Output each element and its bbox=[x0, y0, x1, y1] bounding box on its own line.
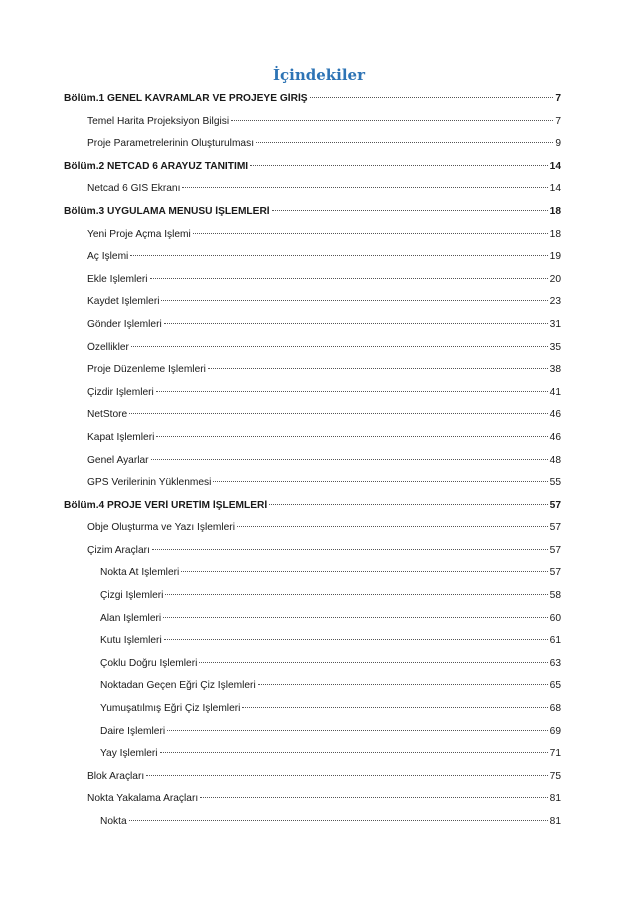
toc-section-entry[interactable] bbox=[64, 703, 561, 726]
toc-page-number: 57 bbox=[549, 544, 561, 556]
toc-entry-text: Nokta At İşlemleri bbox=[100, 567, 180, 579]
toc-entry-text: NetStore bbox=[87, 409, 128, 421]
toc-page-number: 65 bbox=[549, 680, 561, 692]
toc-entry-text: Özellikler bbox=[87, 341, 129, 353]
toc-title: İçindekiler bbox=[272, 66, 366, 84]
toc-entry-text: Çizdir İşlemleri bbox=[87, 386, 154, 398]
toc-section-entry[interactable] bbox=[64, 567, 561, 590]
toc-entry-text: Blok Araçları bbox=[87, 770, 145, 782]
toc-dot-leader bbox=[163, 617, 548, 618]
toc-page-number: 31 bbox=[549, 318, 561, 330]
toc-entry-text: Yay İşlemleri bbox=[100, 748, 158, 760]
toc-page-number: 38 bbox=[549, 364, 561, 376]
toc-section-entry[interactable] bbox=[64, 342, 561, 365]
toc-dot-leader bbox=[152, 549, 548, 550]
toc-entry-text: Temel Harita Projeksiyon Bilgisi bbox=[87, 115, 230, 127]
toc-entry-text: Aç İşlemi bbox=[87, 251, 129, 263]
toc-section-entry[interactable] bbox=[64, 771, 561, 794]
toc-entry-text: Bölüm.3 UYGULAMA MENÜSÜ İŞLEMLERİ bbox=[64, 205, 270, 217]
toc-dot-leader bbox=[272, 210, 548, 211]
toc-dot-leader bbox=[151, 459, 548, 460]
toc-page-number: 9 bbox=[555, 138, 561, 150]
toc-dot-leader bbox=[131, 346, 548, 347]
toc-section-entry[interactable] bbox=[64, 477, 561, 500]
toc-entry-text: Bölüm.1 GENEL KAVRAMLAR VE PROJEYE GİRİŞ bbox=[64, 93, 308, 104]
toc-section-entry[interactable] bbox=[64, 455, 561, 478]
toc-entry-text: Proje Parametrelerinin Oluşturulması bbox=[87, 138, 255, 150]
toc-dot-leader bbox=[181, 571, 547, 572]
toc-entry-text: GPS Verilerinin Yüklenmesi bbox=[87, 477, 212, 489]
toc-page-number: 55 bbox=[549, 477, 561, 489]
toc-section-entry[interactable] bbox=[64, 319, 561, 342]
toc-chapter-entry[interactable] bbox=[64, 161, 561, 184]
toc-dot-leader bbox=[165, 594, 547, 595]
toc-page-number: 19 bbox=[549, 251, 561, 263]
toc-section-entry[interactable] bbox=[64, 748, 561, 771]
toc-page-number: 20 bbox=[549, 273, 561, 285]
toc-section-entry[interactable] bbox=[64, 613, 561, 636]
toc-dot-leader bbox=[156, 391, 548, 392]
toc-section-entry[interactable] bbox=[64, 793, 561, 816]
toc-page-number: 18 bbox=[549, 228, 561, 240]
toc-entry-text: Alan İşlemleri bbox=[100, 612, 162, 624]
toc-dot-leader bbox=[150, 278, 548, 279]
toc-dot-leader bbox=[193, 233, 548, 234]
toc-section-entry[interactable] bbox=[64, 183, 561, 206]
toc-page-number: 68 bbox=[549, 703, 561, 715]
toc-section-entry[interactable] bbox=[64, 409, 561, 432]
toc-dot-leader bbox=[160, 752, 548, 753]
toc-section-entry[interactable] bbox=[64, 251, 561, 274]
toc-dot-leader bbox=[129, 820, 548, 821]
toc-entry-text: Çizim Araçları bbox=[87, 544, 150, 556]
toc-dot-leader bbox=[250, 165, 548, 166]
toc-page-number: 57 bbox=[549, 499, 561, 511]
toc-section-entry[interactable] bbox=[64, 116, 561, 139]
toc-dot-leader bbox=[200, 797, 547, 798]
toc-section-entry[interactable] bbox=[64, 726, 561, 749]
toc-entry-text: Noktadan Geçen Eğri Çiz İşlemleri bbox=[100, 680, 256, 692]
toc-dot-leader bbox=[156, 436, 547, 437]
toc-page-number: 7 bbox=[555, 93, 561, 104]
toc-entry-text: Nokta bbox=[100, 816, 127, 827]
toc-entry-text: Bölüm.4 PROJE VERİ ÜRETİM İŞLEMLERİ bbox=[64, 499, 268, 511]
toc-page-number: 71 bbox=[549, 748, 561, 760]
toc-page-number: 60 bbox=[549, 612, 561, 624]
toc-page-number: 69 bbox=[549, 725, 561, 737]
toc-entry-text: Bölüm.2 NETCAD 6 ARAYÜZ TANITIMI bbox=[64, 160, 249, 172]
toc-dot-leader bbox=[208, 368, 548, 369]
toc-page-number: 35 bbox=[549, 341, 561, 353]
toc-page-number: 57 bbox=[549, 567, 561, 579]
toc-entry-text: Nokta Yakalama Araçları bbox=[87, 793, 199, 805]
toc-section-entry[interactable] bbox=[64, 296, 561, 319]
toc-dot-leader bbox=[213, 481, 547, 482]
toc-page-number: 48 bbox=[549, 454, 561, 466]
toc-section-entry[interactable] bbox=[64, 138, 561, 161]
toc-section-entry[interactable] bbox=[64, 680, 561, 703]
toc-page-number: 46 bbox=[549, 409, 561, 421]
toc-section-entry[interactable] bbox=[64, 816, 561, 839]
toc-entry-text: Kutu İşlemleri bbox=[100, 635, 162, 647]
toc-page-number: 81 bbox=[549, 816, 561, 827]
toc-dot-leader bbox=[129, 413, 547, 414]
toc-page-number: 14 bbox=[549, 183, 561, 195]
toc-entry-text: Çizgi İşlemleri bbox=[100, 590, 164, 602]
toc-dot-leader bbox=[146, 775, 547, 776]
toc-section-entry[interactable] bbox=[64, 229, 561, 252]
toc-entry-text: Yeni Proje Açma İşlemi bbox=[87, 228, 191, 240]
toc-page-number: 58 bbox=[549, 590, 561, 602]
toc-chapter-entry[interactable] bbox=[64, 93, 561, 116]
toc-entry-text: Netcad 6 GIS Ekranı bbox=[87, 183, 181, 195]
toc-section-entry[interactable] bbox=[64, 590, 561, 613]
toc-dot-leader bbox=[242, 707, 547, 708]
toc-section-entry[interactable] bbox=[64, 364, 561, 387]
toc-section-entry[interactable] bbox=[64, 274, 561, 297]
toc-page-number: 75 bbox=[549, 770, 561, 782]
toc-dot-leader bbox=[199, 662, 547, 663]
toc-entry-text: Genel Ayarlar bbox=[87, 454, 149, 466]
toc-section-entry[interactable] bbox=[64, 432, 561, 455]
toc-entry-text: Çoklu Doğru İşlemleri bbox=[100, 657, 198, 669]
toc-page-number: 57 bbox=[549, 522, 561, 534]
toc-list bbox=[64, 93, 561, 839]
toc-page-number: 23 bbox=[549, 296, 561, 308]
toc-page-number: 18 bbox=[549, 205, 561, 217]
toc-dot-leader bbox=[161, 300, 547, 301]
toc-entry-text: Proje Düzenleme İşlemleri bbox=[87, 364, 206, 376]
toc-dot-leader bbox=[256, 142, 553, 143]
toc-section-entry[interactable] bbox=[64, 522, 561, 545]
toc-section-entry[interactable] bbox=[64, 635, 561, 658]
toc-entry-text: Yumuşatılmış Eğri Çiz İşlemleri bbox=[100, 703, 241, 715]
toc-dot-leader bbox=[167, 730, 548, 731]
toc-page-number: 41 bbox=[549, 386, 561, 398]
toc-entry-text: Gönder İşlemleri bbox=[87, 318, 162, 330]
toc-dot-leader bbox=[164, 323, 548, 324]
toc-section-entry[interactable] bbox=[64, 658, 561, 681]
toc-dot-leader bbox=[164, 639, 548, 640]
toc-page-number: 14 bbox=[549, 160, 561, 172]
toc-dot-leader bbox=[310, 97, 554, 98]
toc-dot-leader bbox=[237, 526, 548, 527]
toc-entry-text: Daire İşlemleri bbox=[100, 725, 166, 737]
toc-entry-text: Ekle İşlemleri bbox=[87, 273, 148, 285]
toc-entry-text: Kapat İşlemleri bbox=[87, 431, 155, 443]
toc-dot-leader bbox=[231, 120, 553, 121]
toc-page-number: 7 bbox=[555, 115, 561, 127]
toc-dot-leader bbox=[130, 255, 547, 256]
toc-chapter-entry[interactable] bbox=[64, 206, 561, 229]
toc-section-entry[interactable] bbox=[64, 545, 561, 568]
toc-section-entry[interactable] bbox=[64, 387, 561, 410]
toc-page-number: 61 bbox=[549, 635, 561, 647]
toc-dot-leader bbox=[269, 504, 547, 505]
toc-dot-leader bbox=[182, 187, 547, 188]
toc-page-number: 81 bbox=[549, 793, 561, 805]
toc-chapter-entry[interactable] bbox=[64, 500, 561, 523]
toc-page-number: 63 bbox=[549, 657, 561, 669]
toc-entry-text: Obje Oluşturma ve Yazı İşlemleri bbox=[87, 522, 235, 534]
toc-entry-text: Kaydet İşlemleri bbox=[87, 296, 160, 308]
toc-page-number: 46 bbox=[549, 431, 561, 443]
toc-dot-leader bbox=[258, 684, 548, 685]
